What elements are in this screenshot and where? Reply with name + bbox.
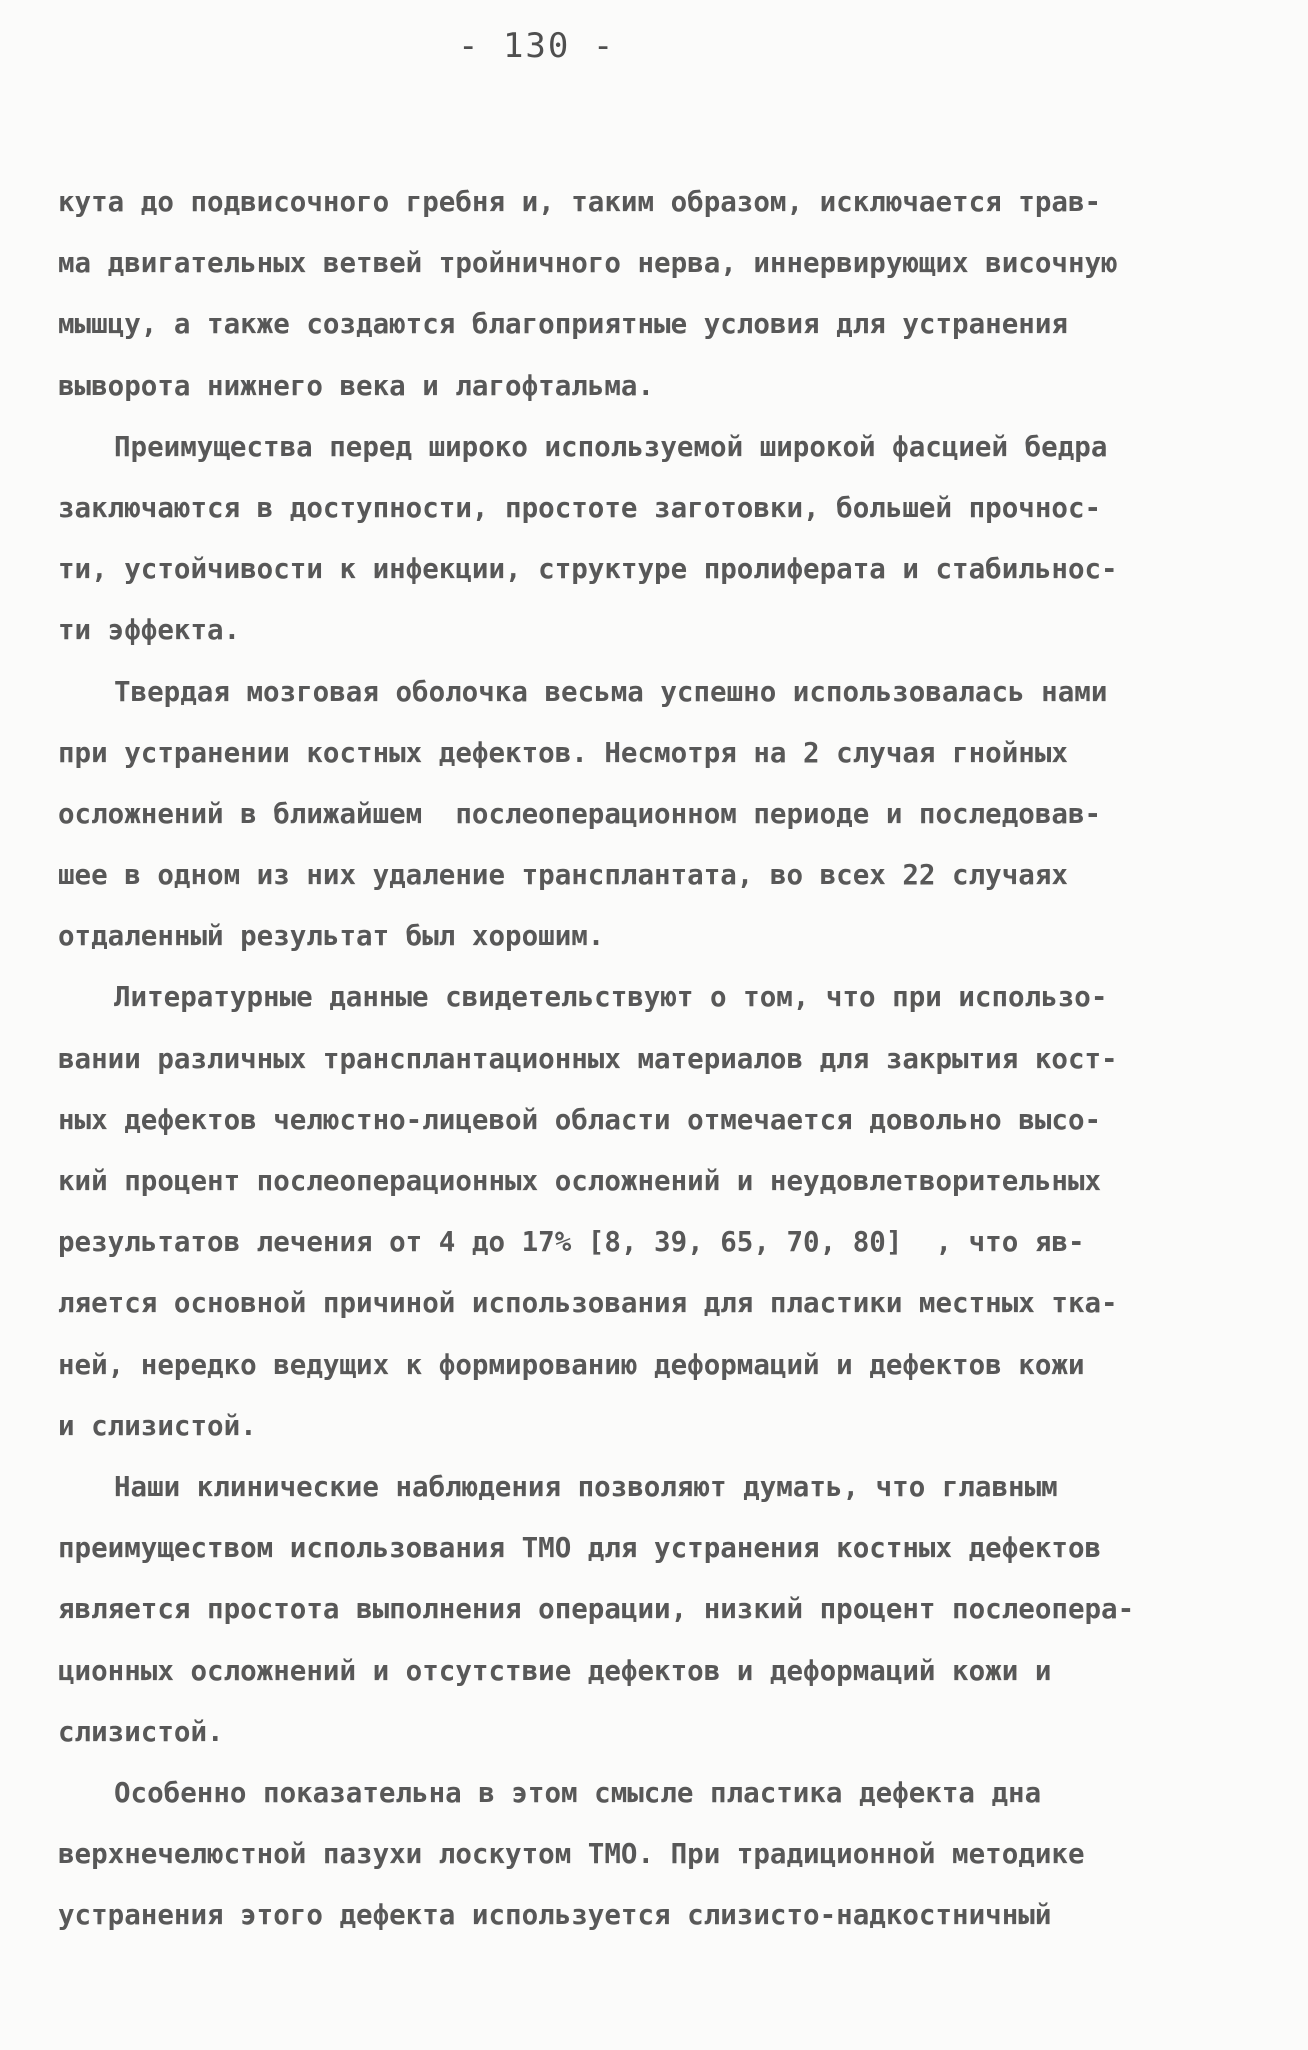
body-text xyxy=(58,172,1268,1946)
text-line: шее в одном из них удаление трансплантата, во всех 22 случаях xyxy=(58,859,1068,892)
text-line: выворота нижнего века и лагофтальма. xyxy=(58,369,655,402)
text-line: устранения этого дефекта используется слизисто-надкостничный xyxy=(58,1899,1052,1932)
text-line: ляется основной причиной использования для пластики местных тка- xyxy=(58,1287,1118,1320)
page-number: - 130 - xyxy=(458,26,616,66)
text-line: слизистой. xyxy=(58,1715,224,1748)
text-line: осложнений в ближайшем послеоперационном периоде и последовав- xyxy=(58,797,1102,830)
text-line: преимуществом использования ТМО для устранения костных дефектов xyxy=(58,1532,1102,1565)
text-line: кута до подвисочного гребня и, таким образом, исключается трав- xyxy=(58,186,1102,218)
text-line: при устранении костных дефектов. Несмотря на 2 случая гнойных xyxy=(58,736,1068,769)
text-line: ней, нередко ведущих к формированию деформаций и дефектов кожи xyxy=(58,1348,1085,1381)
text-line: кий процент послеоперационных осложнений и неудовлетворительных xyxy=(58,1165,1102,1197)
text-line: Преимущества перед широко используемой широкой фасцией бедра xyxy=(114,430,1108,463)
text-line: отдаленный результат был хорошим. xyxy=(58,920,605,953)
text-line: и слизистой. xyxy=(58,1409,257,1442)
text-line: Наши клинические наблюдения позволяют думать, что главным xyxy=(114,1470,1058,1503)
text-line: Твердая мозговая оболочка весьма успешно использовалась нами xyxy=(114,675,1108,708)
text-line: мышцу, а также создаются благоприятные условия для устранения xyxy=(58,308,1068,341)
text-line: результатов лечения от 4 до 17% [8, 39, 65, 70, 80] , что яв- xyxy=(58,1226,1085,1259)
text-line: вании различных трансплантационных материалов для закрытия кост- xyxy=(58,1042,1118,1075)
text-line: верхнечелюстной пазухи лоскутом ТМО. При традиционной методике xyxy=(58,1838,1085,1871)
text-line: ти, устойчивости к инфекции, структуре пролиферата и стабильнос- xyxy=(58,553,1118,586)
text-line: Литературные данные свидетельствуют о том, что при использо- xyxy=(114,981,1108,1014)
text-line: ционных осложнений и отсутствие дефектов и деформаций кожи и xyxy=(58,1654,1052,1687)
text-line: ти эффекта. xyxy=(58,614,241,647)
text-line: Особенно показательна в этом смысле пластика дефекта дна xyxy=(114,1776,1042,1809)
text-line: является простота выполнения операции, низкий процент послеопера- xyxy=(58,1593,1135,1626)
text-line: ма двигательных ветвей тройничного нерва, иннервирующих височную xyxy=(58,247,1118,280)
text-line: заключаются в доступности, простоте заготовки, большей прочнос- xyxy=(58,491,1102,524)
text-line: ных дефектов челюстно-лицевой области отмечается довольно высо- xyxy=(58,1103,1102,1136)
